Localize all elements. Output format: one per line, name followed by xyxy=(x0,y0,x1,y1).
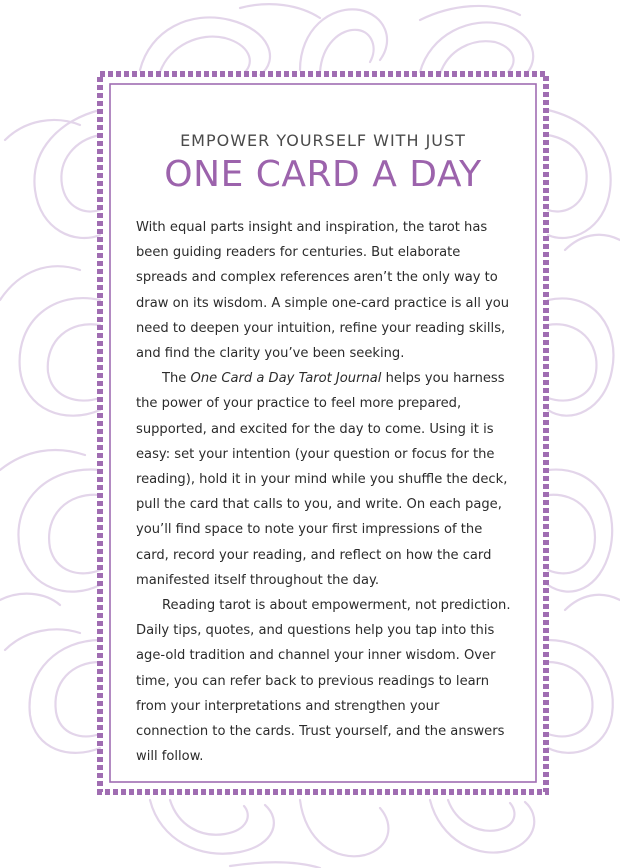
paragraph-3: Reading tarot is about empowerment, not prediction. Daily tips, quotes, and questions help you tap into this age-old tradition and channel your inner wisdom. Over time, you can refer back to previous readings to learn from your interpretations and strengthen your connection to the cards. Trust yourself, and the answers will follow. xyxy=(136,598,511,765)
page-title: ONE CARD A DAY xyxy=(164,154,482,195)
paragraph-1: With equal parts insight and inspiration, the tarot has been guiding readers for centuries. But elaborate spreads and complex references aren’t the only way to draw on its wisdom. A simple one-card practice is all you need to deepen your intuition, refine your reading skills, and find the clarity you’ve been seeking. xyxy=(136,220,510,362)
paragraph-2-lead: The xyxy=(162,371,191,387)
paragraph-2 xyxy=(136,366,514,593)
body-text xyxy=(136,215,514,769)
paragraph-2-rest: helps you harness the power of your practice to feel more prepared, supported, and excited for the day to come. Using it is easy: set your intention (your question or focus for the reading), hold it in your mind while you shuffle the deck, pull the card that calls to you, and write. On each page, you’ll find space to note your first impressions of the card, record your reading, and reflect on how the card manifested itself throughout the day. xyxy=(136,371,508,588)
book-title: One Card a Day Tarot Journal xyxy=(190,371,382,387)
heading-top-line: EMPOWER YOURSELF WITH JUST xyxy=(180,131,466,150)
